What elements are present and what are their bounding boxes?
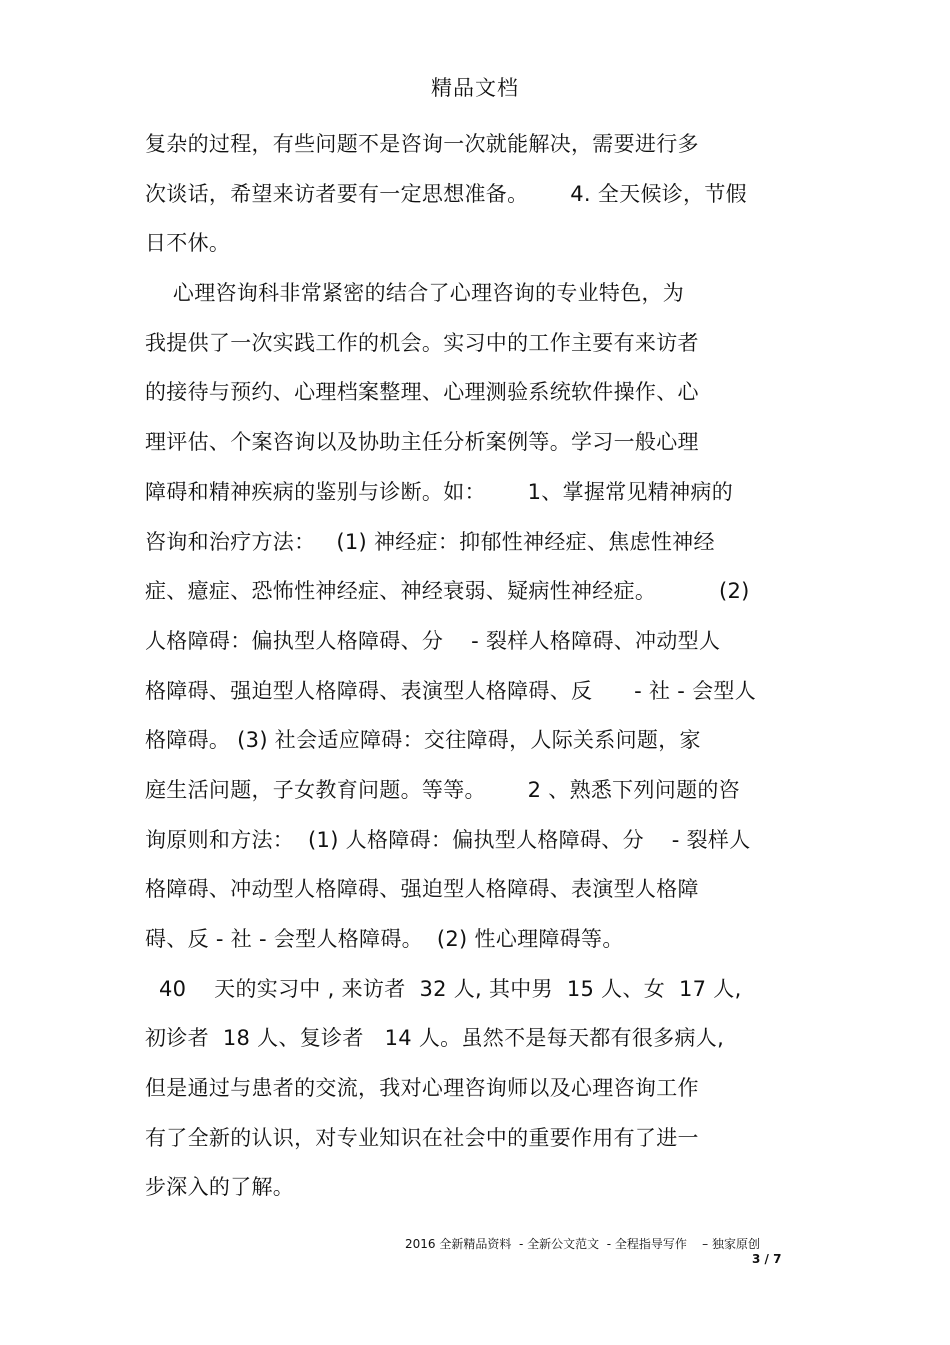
text-line: 我提供了一次实践工作的机会。实习中的工作主要有来访者 bbox=[145, 330, 699, 355]
page-number: 3 / 7 bbox=[752, 1252, 782, 1266]
text-line: 询原则和方法： (1) 人格障碍：偏执型人格障碍、分 - 裂样人 bbox=[145, 827, 751, 852]
text-line: 的接待与预约、心理档案整理、心理测验系统软件操作、心 bbox=[145, 380, 699, 405]
text-line: 格障碍、强迫型人格障碍、表演型人格障碍、反 - 社 - 会型人 bbox=[145, 678, 757, 703]
text-line: 步深入的了解。 bbox=[145, 1175, 295, 1200]
text-line: 碍、反 - 社 - 会型人格障碍。 (2) 性心理障碍等。 bbox=[145, 927, 624, 951]
text-line: 40 天的实习中 , 来访者 32 人, 其中男 15 人、女 17 人, bbox=[145, 976, 742, 1001]
footer-note: 2016 全新精品资料 - 全新公文范文 - 全程指导写作 – 独家原创 bbox=[405, 1237, 760, 1251]
text-line: 心理咨询科非常紧密的结合了心理咨询的专业特色，为 bbox=[145, 281, 685, 306]
text-line: 人格障碍：偏执型人格障碍、分 - 裂样人格障碍、冲动型人 bbox=[145, 628, 721, 653]
text-line: 但是通过与患者的交流，我对心理咨询师以及心理咨询工作 bbox=[145, 1076, 699, 1101]
text-line: 次谈话，希望来访者要有一定思想准备。 4. 全天候诊，节假 bbox=[145, 181, 747, 206]
text-line: 障碍和精神疾病的鉴别与诊断。如： 1、掌握常见精神病的 bbox=[145, 479, 734, 504]
text-line: 格障碍、冲动型人格障碍、强迫型人格障碍、表演型人格障 bbox=[145, 877, 699, 902]
text-line: 症、癔症、恐怖性神经症、神经衰弱、疑病性神经症。 (2) bbox=[145, 579, 750, 604]
text-line: 复杂的过程，有些问题不是咨询一次就能解决，需要进行多 bbox=[145, 132, 699, 156]
text-line: 初诊者 18 人、复诊者 14 人。虽然不是每天都有很多病人, bbox=[145, 1026, 725, 1051]
text-line: 庭生活问题，子女教育问题。等等。 2 、熟悉下列问题的咨 bbox=[145, 777, 740, 802]
page-header: 精品文档 bbox=[431, 76, 519, 100]
text-line: 日不休。 bbox=[145, 231, 231, 256]
text-line: 咨询和治疗方法： (1) 神经症：抑郁性神经症、焦虑性神经 bbox=[145, 529, 715, 554]
text-line: 理评估、个案咨询以及协助主任分析案例等。学习一般心理 bbox=[145, 430, 699, 455]
document-body bbox=[145, 120, 805, 1213]
text-line: 格障碍。 (3) 社会适应障碍：交往障碍，人际关系问题，家 bbox=[145, 728, 701, 753]
text-line: 有了全新的认识，对专业知识在社会中的重要作用有了进一 bbox=[145, 1125, 699, 1150]
